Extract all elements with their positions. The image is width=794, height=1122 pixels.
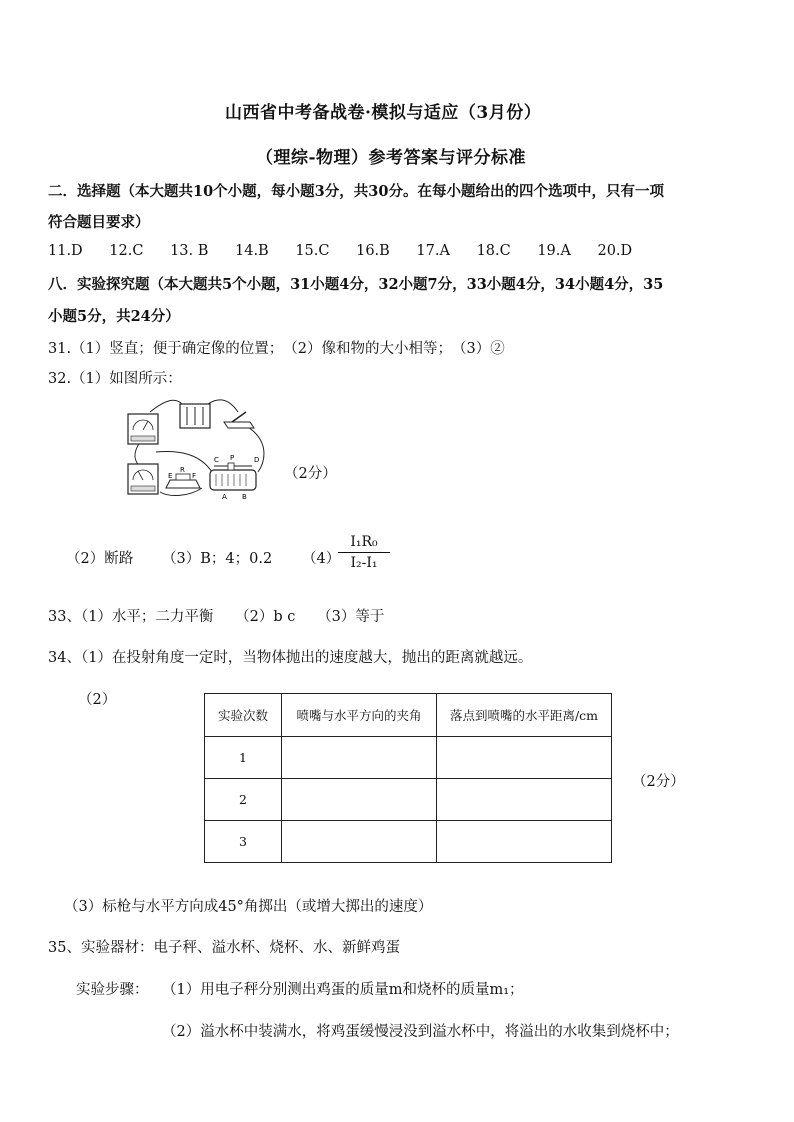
- q35-materials: 35、实验器材：电子秤、溢水杯、烧杯、水、新鲜鸡蛋: [48, 940, 400, 956]
- answer-12: 12.C: [109, 243, 144, 259]
- q32-part4-prefix: （4）: [302, 551, 341, 567]
- experiment-table: [204, 693, 612, 863]
- rheostat-icon: [210, 470, 256, 490]
- answer-17: 17.A: [416, 243, 450, 259]
- table-cell: [437, 737, 612, 779]
- answer-16: 16.B: [356, 243, 390, 259]
- wire: [160, 488, 202, 495]
- experiment-heading-line1: 八．实验探究题（本大题共5个小题，31小题4分，32小题7分，33小题4分，34小题4分，35: [48, 276, 664, 293]
- q32-part2: （2）断路: [66, 551, 134, 567]
- q32-part3: （3）B；4；0.2: [162, 551, 273, 567]
- formula-denominator: I₂-I₁: [350, 555, 378, 571]
- answer-11: 11.D: [48, 243, 83, 259]
- label-a: A: [222, 493, 227, 501]
- table-row: [205, 779, 612, 821]
- q32-score: （2分）: [284, 466, 337, 482]
- q33-answer: 33、（1）水平；二力平衡 （2）b c （3）等于: [48, 609, 385, 625]
- wire: [248, 427, 264, 472]
- label-r: R: [180, 466, 185, 474]
- q34-part1: 34、（1）在投射角度一定时，当物体抛出的速度越大，抛出的距离就越远。: [48, 650, 533, 666]
- choice-heading-line2: 符合题目要求）: [48, 214, 150, 231]
- choice-heading-line1: 二．选择题（本大题共10个小题，每小题3分，共30分。在每小题给出的四个选项中，只有一项: [48, 183, 664, 200]
- choice-answers: [48, 243, 654, 259]
- q32-formula: [338, 534, 390, 571]
- answer-19: 19.A: [537, 243, 571, 259]
- q35-step2: （2）溢水杯中装满水，将鸡蛋缓慢浸没到溢水杯中，将溢出的水收集到烧杯中；: [162, 1024, 679, 1040]
- fraction-bar: [338, 552, 390, 553]
- answer-14: 14.B: [235, 243, 269, 259]
- label-c: C: [214, 456, 219, 464]
- table-header: 实验次数: [205, 694, 282, 737]
- table-row: [205, 737, 612, 779]
- page-title: 山西省中考备战卷·模拟与适应（3月份）: [225, 103, 542, 123]
- q34-part3: （3）标枪与水平方向成45°角掷出（或增大掷出的速度）: [64, 899, 433, 915]
- q34-score: （2分）: [632, 774, 685, 790]
- page-subtitle: （理综-物理）参考答案与评分标准: [256, 148, 527, 168]
- answer-15: 15.C: [295, 243, 330, 259]
- q35-step1: （1）用电子秤分别测出鸡蛋的质量m和烧杯的质量m₁；: [162, 982, 524, 998]
- formula-numerator: I₁R₀: [350, 534, 378, 550]
- q31-answer: 31.（1）竖直；便于确定像的位置； （2）像和物的大小相等； （3）②: [48, 341, 505, 357]
- table-cell: [282, 737, 437, 779]
- table-cell: [437, 821, 612, 863]
- answer-20: 20.D: [597, 243, 633, 259]
- circuit-diagram: [120, 392, 280, 502]
- table-row: [205, 821, 612, 863]
- label-f: F: [192, 472, 197, 480]
- table-header-row: [205, 694, 612, 737]
- switch-icon: [224, 422, 254, 428]
- table-cell: 1: [205, 737, 282, 779]
- table-header: 落点到喷嘴的水平距离/cm: [437, 694, 612, 737]
- answer-13: 13. B: [170, 243, 209, 259]
- table-cell: [282, 821, 437, 863]
- answer-18: 18.C: [476, 243, 511, 259]
- label-e: E: [168, 472, 173, 480]
- wire: [150, 400, 182, 412]
- q34-part2-label: （2）: [78, 692, 117, 708]
- table-cell: 2: [205, 779, 282, 821]
- q35-steps-label: 实验步骤：: [76, 982, 149, 998]
- table-cell: [282, 779, 437, 821]
- label-p: P: [230, 454, 235, 462]
- experiment-heading-line2: 小题5分，共24分）: [48, 308, 180, 325]
- label-b: B: [242, 493, 247, 501]
- q32-part1: 32.（1）如图所示：: [48, 371, 182, 387]
- wire: [208, 400, 238, 412]
- table-cell: [437, 779, 612, 821]
- table-header: 喷嘴与水平方向的夹角: [282, 694, 437, 737]
- resistor-icon: [166, 480, 200, 488]
- table-cell: 3: [205, 821, 282, 863]
- label-d: D: [254, 456, 260, 464]
